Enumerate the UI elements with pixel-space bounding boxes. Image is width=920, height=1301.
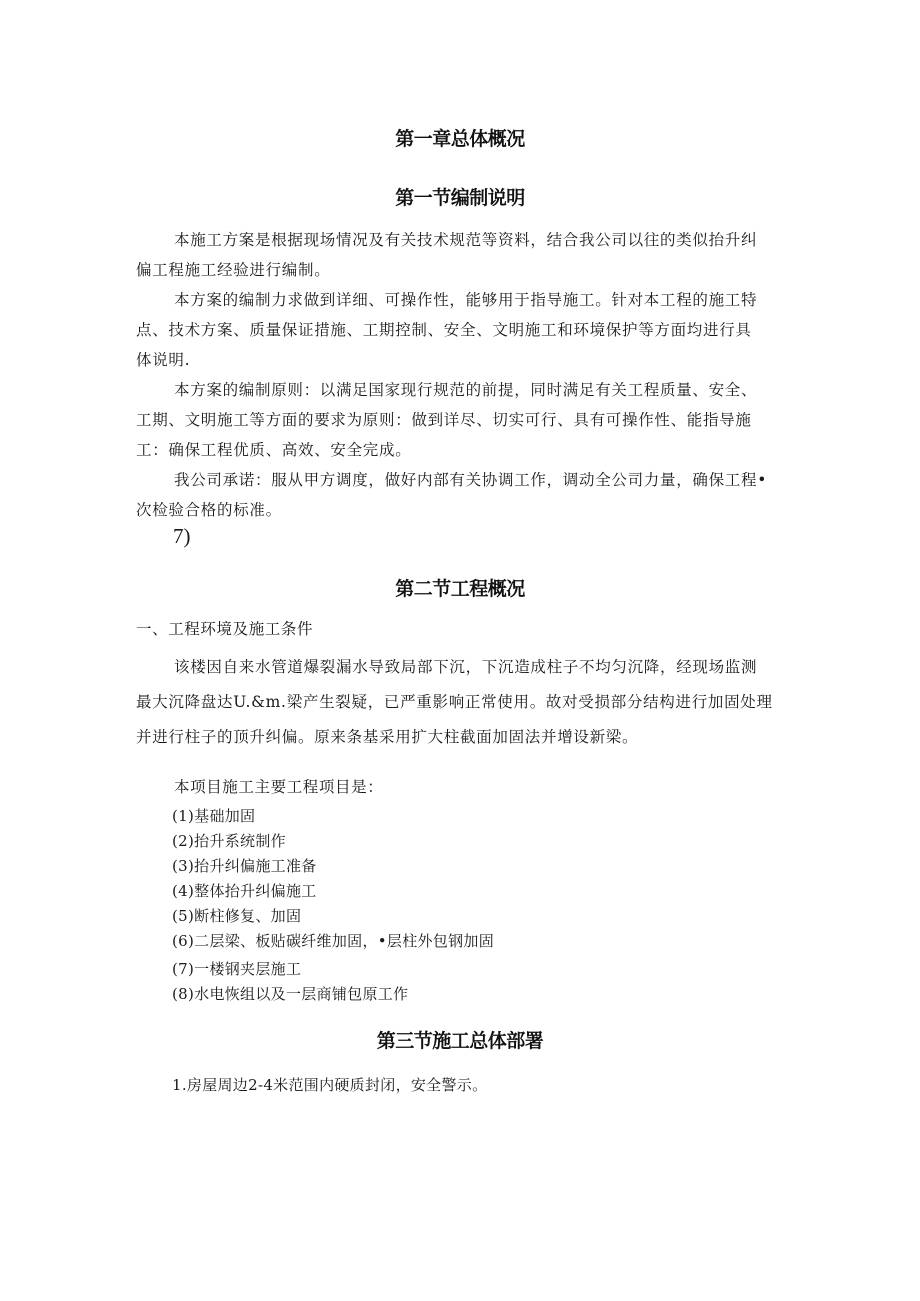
section-2-paragraph-1: [136, 650, 796, 755]
section-2-title: 第二节工程概况: [395, 578, 525, 600]
stray-mark: 7): [173, 524, 191, 548]
list-item: (6)二层梁、板贴碳纤维加固，•层柱外包钢加固: [172, 932, 494, 950]
paragraph-line: 次检验合格的标准。: [136, 501, 282, 519]
list-item: (2)抬升系统制作: [172, 832, 286, 850]
section-1-paragraph-1: [136, 225, 796, 285]
section-1-paragraph-3: [136, 375, 796, 465]
paragraph-line: 我公司承诺：服从甲方调度，做好内部有关协调工作，调动全公司力量，确保工程•: [174, 471, 768, 489]
list-item: (7)一楼钢夹层施工: [172, 960, 302, 978]
section-3-title: 第三节施工总体部署: [376, 1030, 544, 1052]
chapter-title: 第一章总体概况: [395, 128, 525, 150]
list-item: (5)断柱修复、加固: [172, 907, 302, 925]
list-item: (8)水电恢组以及一层商铺包原工作: [172, 985, 409, 1003]
section-1-paragraph-4: [136, 465, 796, 525]
list-item: (4)整体抬升纠偏施工: [172, 882, 317, 900]
paragraph-line: 工期、文明施工等方面的要求为原则：做到详尽、切实可行、具有可操作性、能指导施: [136, 411, 752, 429]
paragraph-line: 并进行柱子的顶升纠偏。原来条基采用扩大柱截面加固法并增设新梁。: [136, 728, 639, 746]
paragraph-line: 最大沉降盘达U.&m.梁产生裂疑，已严重影响正常使用。故对受损部分结构进行加固处理: [136, 693, 773, 711]
section-1-title: 第一节编制说明: [395, 187, 525, 209]
paragraph-line: 本方案的编制原则：以满足国家现行规范的前提，同时满足有关工程质量、安全、: [174, 381, 758, 399]
list-item: (3)抬升纠偏施工准备: [172, 857, 317, 875]
list-item: (1)基础加固: [172, 807, 256, 825]
paragraph-line: 本施工方案是根据现场情况及有关技术规范等资料，结合我公司以往的类似抬升纠: [174, 231, 758, 249]
paragraph-line: 体说明.: [136, 351, 191, 369]
paragraph-line: 点、技术方案、质量保证措施、工期控制、安全、文明施工和环境保护等方面均进行具: [136, 321, 752, 339]
section-2-subheading: 一、工程环境及施工条件: [136, 620, 314, 638]
paragraph-line: 工：确保工程优质、高效、安全完成。: [136, 441, 412, 459]
list-intro: 本项目施工主要工程项目是：: [174, 778, 384, 796]
section-1-paragraph-2: [136, 285, 796, 375]
paragraph-line: 偏工程施工经验进行编制。: [136, 261, 331, 279]
deployment-item: 1.房屋周边2-4米范围内硬质封闭，安全警示。: [172, 1076, 488, 1094]
paragraph-line: 该楼因自来水管道爆裂漏水导致局部下沉，下沉造成柱子不均匀沉降，经现场监测: [174, 658, 758, 676]
paragraph-line: 本方案的编制力求做到详细、可操作性，能够用于指导施工。针对本工程的施工特: [174, 291, 758, 309]
